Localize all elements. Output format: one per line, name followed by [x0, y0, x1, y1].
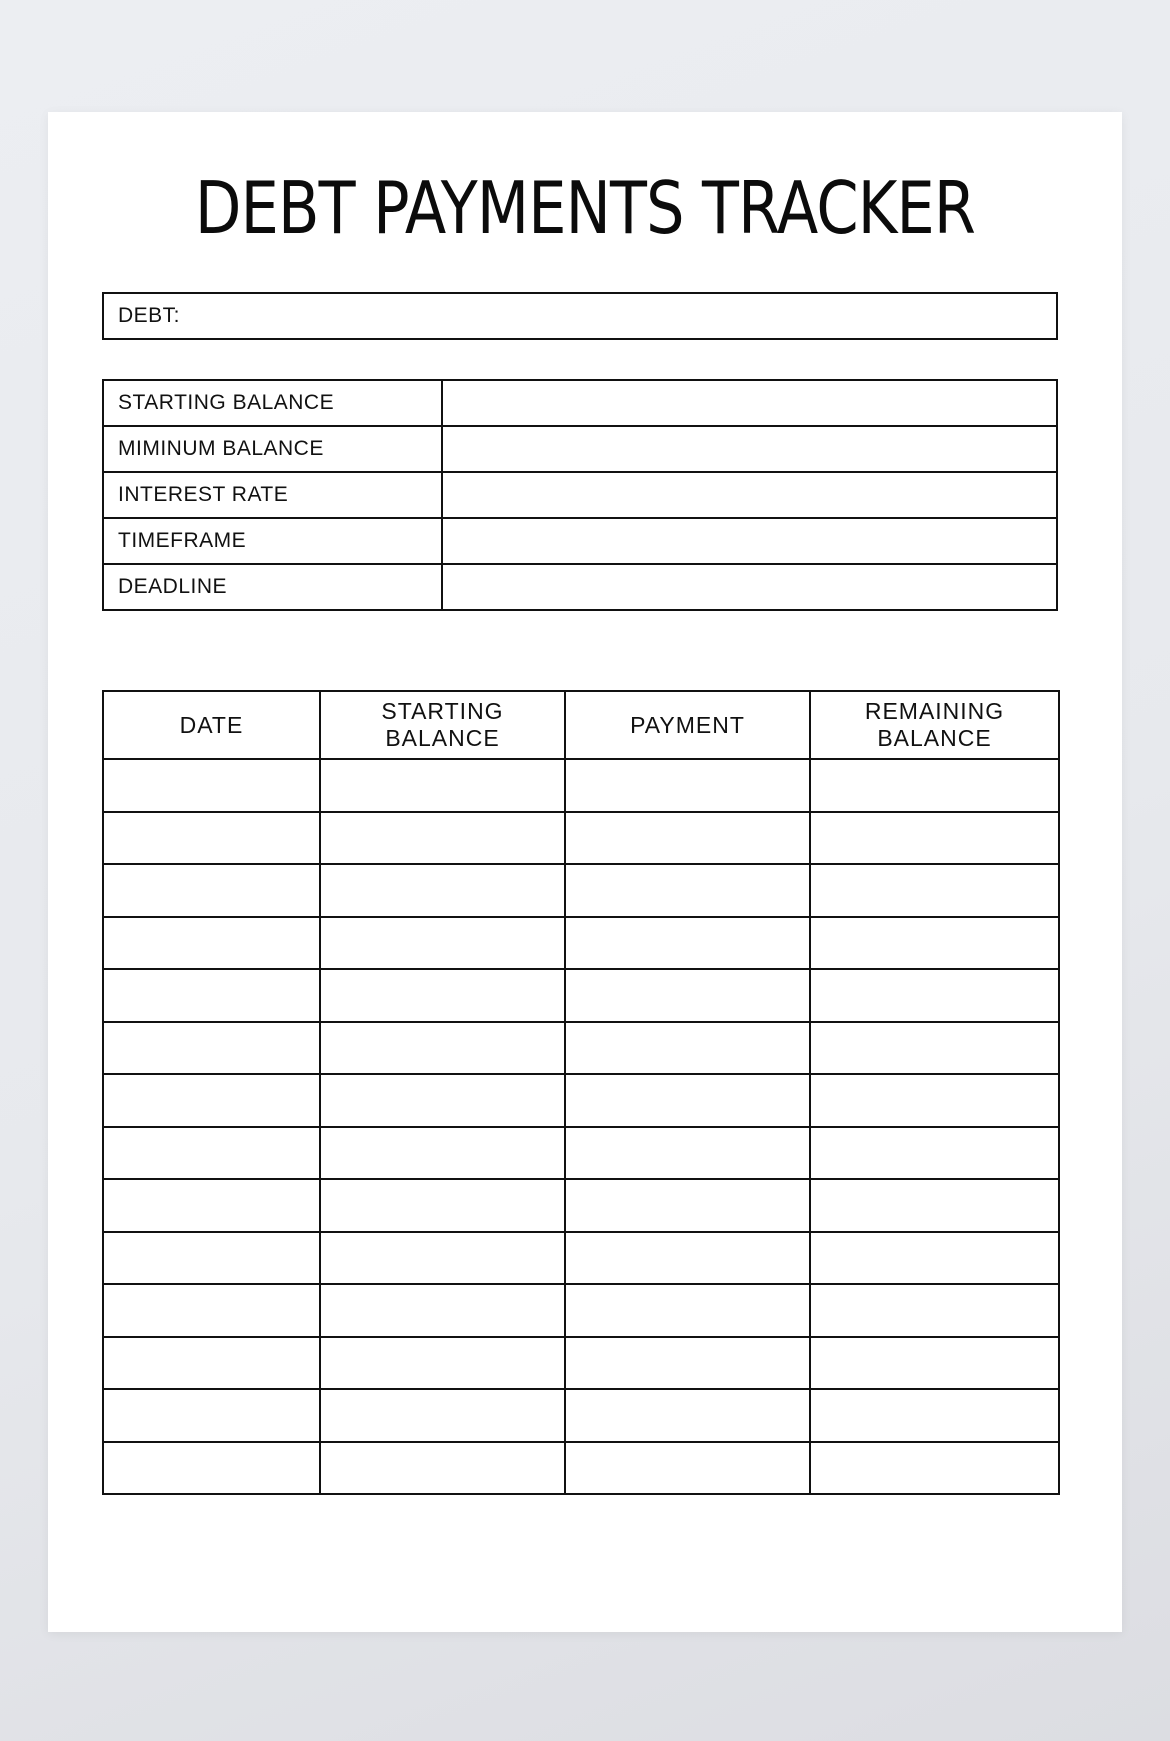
payment-cell[interactable] — [565, 759, 810, 812]
starting-balance-cell[interactable] — [320, 1232, 565, 1285]
payment-log-header-row — [103, 691, 1059, 759]
info-row — [103, 426, 1057, 472]
info-row-label: MIMINUM BALANCE — [103, 426, 442, 472]
date-cell[interactable] — [103, 1337, 320, 1390]
starting-balance-cell[interactable] — [320, 1284, 565, 1337]
table-row — [103, 1442, 1059, 1495]
payment-cell[interactable] — [565, 1337, 810, 1390]
starting-balance-cell[interactable] — [320, 1389, 565, 1442]
table-row — [103, 1337, 1059, 1390]
remaining-balance-cell[interactable] — [810, 917, 1059, 970]
starting-balance-cell[interactable] — [320, 917, 565, 970]
remaining-balance-cell[interactable] — [810, 812, 1059, 865]
header-remaining-balance: REMAINING BALANCE — [810, 691, 1059, 759]
starting-balance-cell[interactable] — [320, 969, 565, 1022]
date-cell[interactable] — [103, 1179, 320, 1232]
payment-cell[interactable] — [565, 812, 810, 865]
payment-log-table — [102, 690, 1060, 1495]
date-cell[interactable] — [103, 969, 320, 1022]
payment-cell[interactable] — [565, 1074, 810, 1127]
table-row — [103, 1022, 1059, 1075]
date-cell[interactable] — [103, 1074, 320, 1127]
table-row — [103, 969, 1059, 1022]
payment-cell[interactable] — [565, 969, 810, 1022]
header-payment: PAYMENT — [565, 691, 810, 759]
info-row-label: TIMEFRAME — [103, 518, 442, 564]
info-row-value-cell[interactable] — [442, 426, 1057, 472]
table-row — [103, 1127, 1059, 1180]
payment-cell[interactable] — [565, 1389, 810, 1442]
remaining-balance-cell[interactable] — [810, 1442, 1059, 1495]
debt-field[interactable] — [102, 292, 1058, 340]
date-cell[interactable] — [103, 1389, 320, 1442]
date-cell[interactable] — [103, 1127, 320, 1180]
info-row-value-cell[interactable] — [442, 564, 1057, 610]
payment-cell[interactable] — [565, 917, 810, 970]
payment-cell[interactable] — [565, 1127, 810, 1180]
table-row — [103, 1179, 1059, 1232]
info-row — [103, 518, 1057, 564]
payment-cell[interactable] — [565, 864, 810, 917]
starting-balance-cell[interactable] — [320, 812, 565, 865]
table-row — [103, 864, 1059, 917]
remaining-balance-cell[interactable] — [810, 1179, 1059, 1232]
date-cell[interactable] — [103, 1022, 320, 1075]
table-row — [103, 1232, 1059, 1285]
date-cell[interactable] — [103, 1442, 320, 1495]
info-row — [103, 472, 1057, 518]
table-row — [103, 812, 1059, 865]
remaining-balance-cell[interactable] — [810, 1074, 1059, 1127]
date-cell[interactable] — [103, 1284, 320, 1337]
payment-cell[interactable] — [565, 1232, 810, 1285]
info-row — [103, 564, 1057, 610]
remaining-balance-cell[interactable] — [810, 969, 1059, 1022]
date-cell[interactable] — [103, 1232, 320, 1285]
starting-balance-cell[interactable] — [320, 1127, 565, 1180]
page-title: DEBT PAYMENTS TRACKER — [194, 166, 976, 250]
info-row-value-cell[interactable] — [442, 518, 1057, 564]
remaining-balance-cell[interactable] — [810, 1127, 1059, 1180]
payment-cell[interactable] — [565, 1442, 810, 1495]
date-cell[interactable] — [103, 917, 320, 970]
remaining-balance-cell[interactable] — [810, 1284, 1059, 1337]
payment-cell[interactable] — [565, 1022, 810, 1075]
date-cell[interactable] — [103, 812, 320, 865]
remaining-balance-cell[interactable] — [810, 1232, 1059, 1285]
starting-balance-cell[interactable] — [320, 1022, 565, 1075]
starting-balance-cell[interactable] — [320, 1179, 565, 1232]
starting-balance-cell[interactable] — [320, 1337, 565, 1390]
remaining-balance-cell[interactable] — [810, 759, 1059, 812]
table-row — [103, 1389, 1059, 1442]
payment-cell[interactable] — [565, 1179, 810, 1232]
info-row-label: INTEREST RATE — [103, 472, 442, 518]
starting-balance-cell[interactable] — [320, 1442, 565, 1495]
debt-info-table — [102, 379, 1058, 611]
remaining-balance-cell[interactable] — [810, 1337, 1059, 1390]
info-row — [103, 380, 1057, 426]
debt-label: DEBT: — [118, 304, 181, 327]
table-row — [103, 917, 1059, 970]
starting-balance-cell[interactable] — [320, 1074, 565, 1127]
date-cell[interactable] — [103, 759, 320, 812]
remaining-balance-cell[interactable] — [810, 1389, 1059, 1442]
remaining-balance-cell[interactable] — [810, 1022, 1059, 1075]
starting-balance-cell[interactable] — [320, 864, 565, 917]
header-starting-balance: STARTING BALANCE — [320, 691, 565, 759]
table-row — [103, 1284, 1059, 1337]
info-row-value-cell[interactable] — [442, 380, 1057, 426]
info-row-label: DEADLINE — [103, 564, 442, 610]
tracker-sheet — [48, 112, 1122, 1632]
date-cell[interactable] — [103, 864, 320, 917]
info-row-label: STARTING BALANCE — [103, 380, 442, 426]
payment-cell[interactable] — [565, 1284, 810, 1337]
info-row-value-cell[interactable] — [442, 472, 1057, 518]
header-date: DATE — [103, 691, 320, 759]
remaining-balance-cell[interactable] — [810, 864, 1059, 917]
table-row — [103, 1074, 1059, 1127]
starting-balance-cell[interactable] — [320, 759, 565, 812]
table-row — [103, 759, 1059, 812]
